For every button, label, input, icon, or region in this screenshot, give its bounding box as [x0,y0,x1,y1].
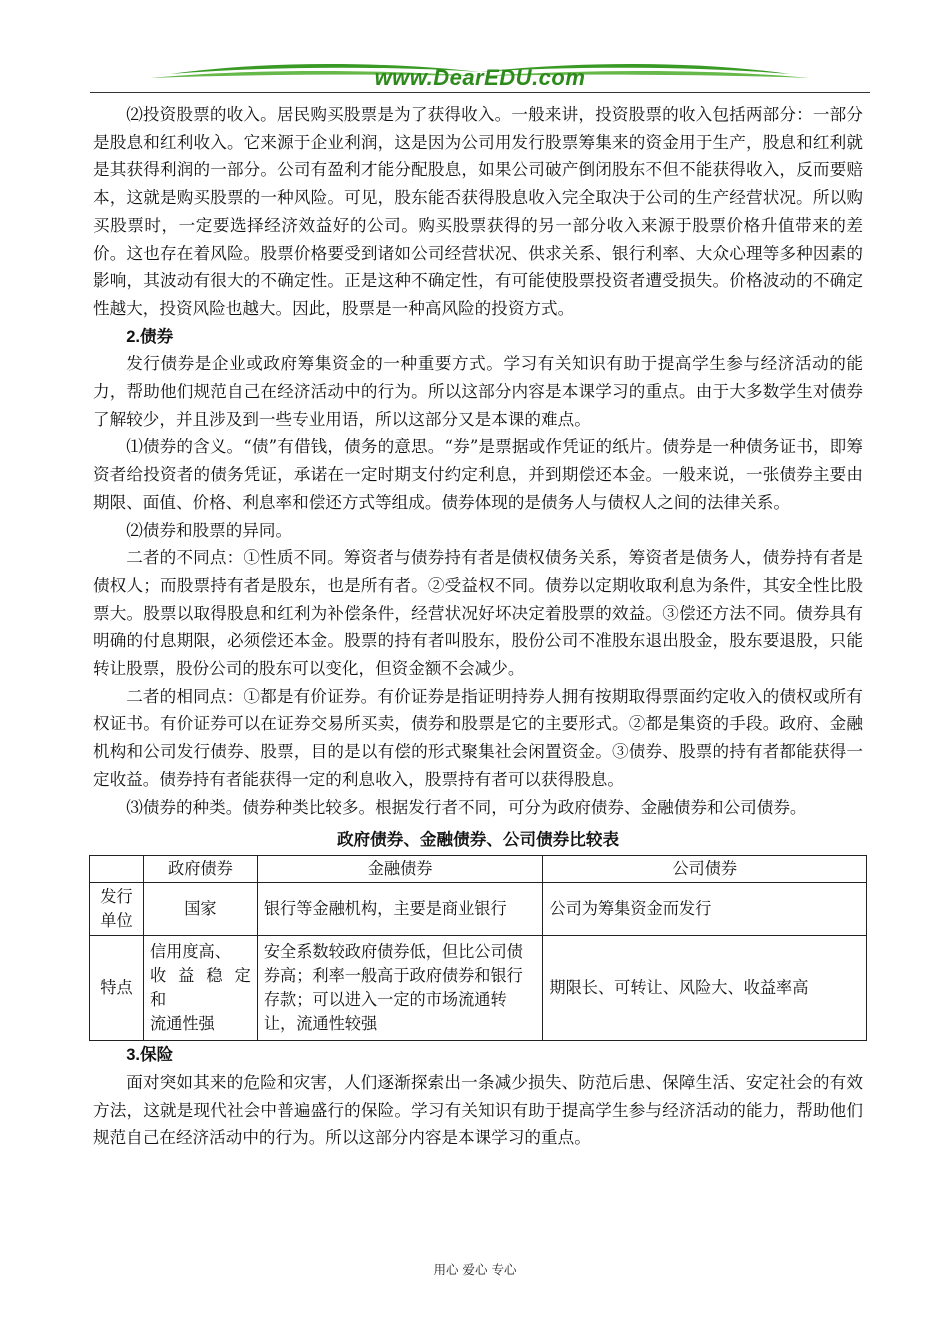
table-cell: 国家 [143,883,257,936]
table-row [90,936,867,1041]
section-heading-insurance: 3.保险 [126,1045,174,1065]
table-header-cell: 政府债券 [143,856,257,883]
table-row [90,883,867,936]
paragraph-similarities: 二者的相同点：①都是有价证券。有价证券是指证明持券人拥有按期取得票面约定收入的债权或所有权证书。有价证券可以在证券交易所买卖，债券和股票是它的主要形式。②都是集资的手段。政府、金融机构和公司发行债券、股票，目的是以有偿的形式聚集社会闲置资金。③债券、股票的持有者都能获得一定收益。债券持有者能获得一定的利息收入，股票持有者可以获得股息。 [93,686,863,789]
row-label-features: 特点 [90,936,144,1041]
document-body [93,101,863,1152]
table-cell: 银行等金融机构，主要是商业银行 [257,883,543,936]
table-header-cell [90,856,144,883]
table-header-cell: 公司债券 [543,856,867,883]
table-cell: 期限长、可转让、风险大、收益率高 [543,936,867,1041]
bond-comparison-table [89,855,867,1041]
table-header-cell: 金融债券 [257,856,543,883]
paragraph-bond-types: ⑶债券的种类。债券种类比较多。根据发行者不同，可分为政府债券、金融债券和公司债券。 [126,797,807,817]
paragraph-bond-vs-stock: ⑵债券和股票的异同。 [126,520,293,540]
paragraph-stock-income: ⑵投资股票的收入。居民购买股票是为了获得收入。一般来讲，投资股票的收入包括两部分：一部分是股息和红利收入。它来源于企业利润，这是因为公司用发行股票筹集来的资金用于生产，股息和红利就是其获得利润的一部分。公司有盈利才能分配股息，如果公司破产倒闭股东不但不能获得收入，反而要赔本，这就是购买股票的一种风险。可见，股东能否获得股息收入完全取决于公司的生产经营状况。所以购买股票时，一定要选择经济效益好的公司。购买股票获得的另一部分收入来源于股票价格升值带来的差价。这也存在着风险。股票价格要受到诸如公司经营状况、供求关系、银行利率、大众心理等多种因素的影响，其波动有很大的不确定性。正是这种不确定性，有可能使股票投资者遭受损失。价格波动的不确定性越大，投资风险也越大。因此，股票是一种高风险的投资方式。 [93,105,863,318]
table-header-row [90,856,867,883]
row-label-issuer: 发行 单位 [90,883,144,936]
table-cell: 安全系数较政府债券低，但比公司债券高；利率一般高于政府债券和银行存款；可以进入一定的市场流通转让，流通性较强 [257,936,543,1041]
paragraph-differences: 二者的不同点：①性质不同。筹资者与债券持有者是债权债务关系，筹资者是债务人，债券持有者是债权人；而股票持有者是股东，也是所有者。②受益权不同。债券以定期收取利息为条件，其安全性比股票大。股票以取得股息和红利为补偿条件，经营状况好坏决定着股票的效益。③偿还方法不同。债券具有明确的付息期限，必须偿还本金。股票的持有者叫股东，股份公司不准股东退出股金，股东要退股，只能转让股票，股份公司的股东可以变化，但资金额不会减少。 [93,548,863,679]
table-cell: 信用度高、 收益稳定 和 流通性强 [143,936,257,1041]
paragraph-bonds-intro: 发行债券是企业或政府筹集资金的一种重要方式。学习有关知识有助于提高学生参与经济活动的能力，帮助他们规范自己在经济活动中的行为。所以这部分内容是本课学习的重点。由于大多数学生对债券了解较少，并且涉及到一些专业用语，所以这部分又是本课的难点。 [93,354,863,429]
paragraph-insurance-intro: 面对突如其来的危险和灾害，人们逐渐探索出一条减少损失、防范后患、保障生活、安定社会的有效方法，这就是现代社会中普遍盛行的保险。学习有关知识有助于提高学生参与经济活动的能力，帮助他们规范自己在经济活动中的行为。所以这部分内容是本课学习的重点。 [93,1072,863,1148]
page-footer: 用心 爱心 专心 [433,1262,517,1277]
table-cell: 公司为筹集资金而发行 [543,883,867,936]
paragraph-bond-meaning: ⑴债券的含义。“债”有借钱，债务的意思。“券”是票据或作凭证的纸片。债券是一种债务证书，即筹资者给投资者的债务凭证，承诺在一定时期支付约定利息，并到期偿还本金。一般来说，一张债券主要由期限、面值、价格、利息率和偿还方式等组成。债券体现的是债务人与债权人之间的法律关系。 [93,437,863,512]
site-logo-text: www.DearEDU.com [374,65,586,90]
section-heading-bonds: 2.债券 [126,326,174,346]
header-rule [90,92,870,93]
table-title: 政府债券、金融债券、公司债券比较表 [336,830,620,850]
